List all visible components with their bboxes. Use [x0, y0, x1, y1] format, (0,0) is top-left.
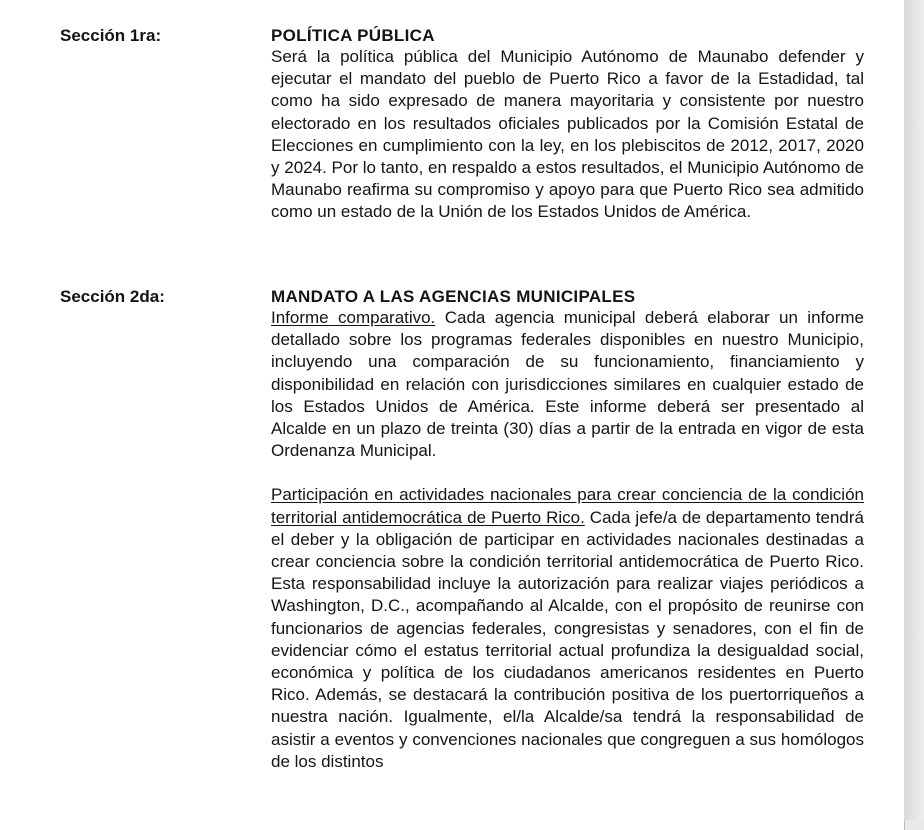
paragraph-2-lead-underlined: Participación en actividades nacionales para crear conciencia de la condición territorial antidemocrática de Puerto Rico.	[271, 485, 864, 527]
cut-off-heading-fragment	[250, 0, 670, 3]
section-2-heading: MANDATO A LAS AGENCIAS MUNICIPALES	[271, 287, 636, 306]
section-1-paragraph-text: Será la política pública del Municipio Autónomo de Maunabo defender y ejecutar el mandato del pueblo de Puerto Rico a favor de la Estadidad, tal como ha sido expresado de manera mayoritaria y consistente por nuestro electorado en los resultados oficiales publicados por la Comisión Estatal de Elecciones en cumplimiento con la ley, en los plebiscitos de 2012, 2017, 2020 y 2024. Por lo tanto, en respaldo a estos resultados, el Municipio Autónomo de Maunabo reafirma su compromiso y apoyo para que Puerto Rico sea admitido como un estado de la Unión de los Estados Unidos de América.	[271, 47, 864, 222]
section-1-heading: POLÍTICA PÚBLICA	[271, 26, 435, 45]
section-1-body	[271, 25, 864, 224]
section-1-paragraph	[271, 46, 864, 224]
section-2-label: Sección 2da:	[60, 287, 165, 306]
paragraph-2-text: Cada jefe/a de departamento tendrá el deber y la obligación de participar en actividades nacionales destinadas a crear conciencia sobre la condición territorial antidemocrática de Puerto Rico. Esta responsabilidad incluye la autorización para realizar viajes periódicos a Washington, D.C., acompañando al Alcalde, con el propósito de reunirse con funcionarios de agencias federales, congresistas y senadores, con el fin de evidenciar cómo el estatus territorial actual profundiza la desigualdad social, económica y política de los ciudadanos americanos residentes en Puerto Rico. Además, se destacará la contribución positiva de los puertorriqueños a nuestra nación. Igualmente, el/la Alcalde/sa tendrá la responsabilidad de asistir a eventos y convenciones nacionales que congreguen a sus homólogos de los distintos	[271, 507, 864, 771]
paragraph-1-lead-underlined: Informe comparativo.	[271, 308, 436, 327]
page-edge-shadow	[904, 0, 924, 820]
section-1-label: Sección 1ra:	[60, 26, 162, 45]
section-2-paragraph-2	[271, 484, 864, 773]
section-2-paragraph-1	[271, 307, 864, 462]
paragraph-1-text: Cada agencia municipal deberá elaborar un informe detallado sobre los programas federales disponibles en nuestro Municipio, incluyendo una comparación de su funcionamiento, financiamiento y disponibilidad en relación con jurisdicciones similares en cualquier estado de los Estados Unidos de América. Este informe deberá ser presentado al Alcalde en un plazo de treinta (30) días a partir de la entrada en vigor de esta Ordenanza Municipal.	[271, 308, 864, 461]
section-2-body	[271, 286, 864, 773]
paragraph-spacer	[271, 462, 864, 484]
